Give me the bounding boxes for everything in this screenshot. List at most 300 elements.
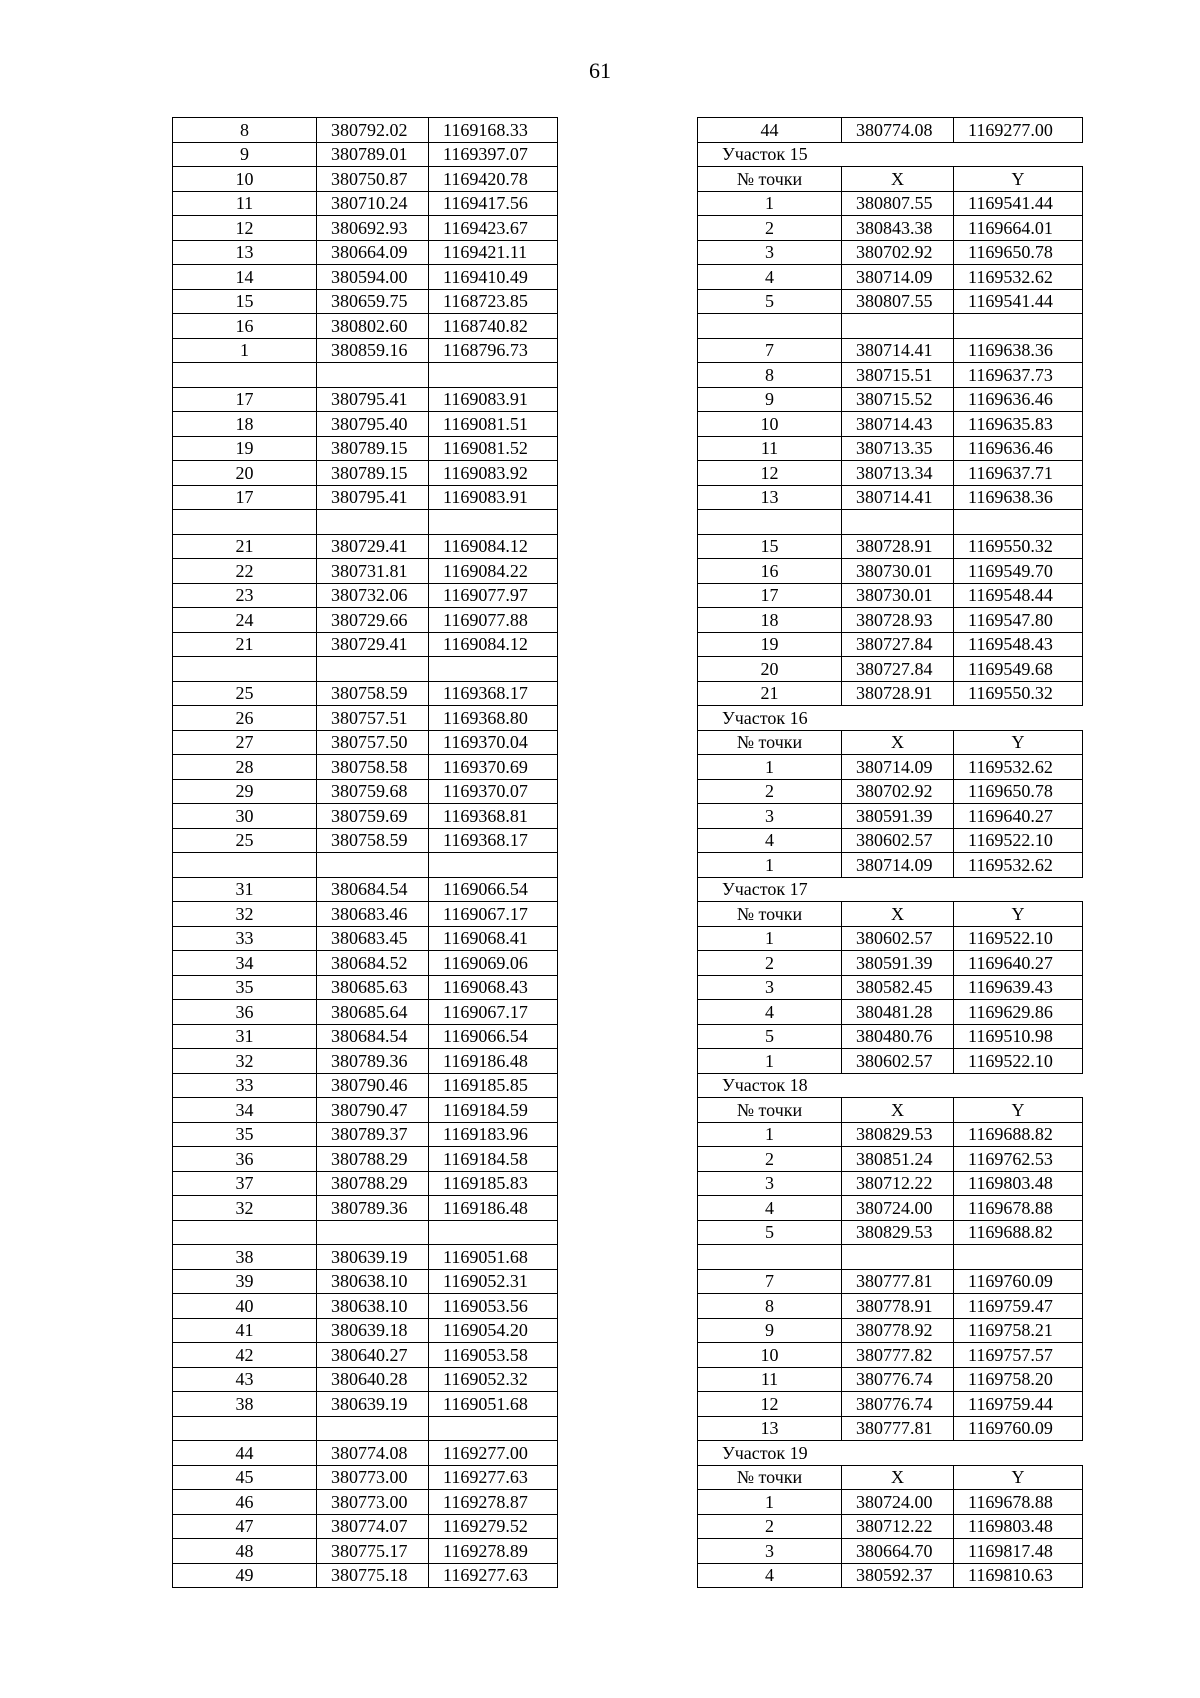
y-coordinate-cell: 1169758.21: [954, 1318, 1083, 1343]
point-number-cell: 22: [173, 559, 317, 584]
y-coordinate-cell: 1169637.71: [954, 461, 1083, 486]
y-coordinate-cell: 1169052.32: [429, 1367, 558, 1392]
point-number-cell: 36: [173, 1147, 317, 1172]
section-title: Участок 19: [698, 1441, 1083, 1466]
y-coordinate-cell: 1169278.89: [429, 1539, 558, 1564]
point-number-cell: 19: [173, 436, 317, 461]
x-coordinate-cell: [317, 657, 429, 682]
y-coordinate-cell: 1169053.56: [429, 1294, 558, 1319]
point-number-cell: 20: [173, 461, 317, 486]
point-number-cell: 45: [173, 1465, 317, 1490]
point-number-cell: 38: [173, 1245, 317, 1270]
x-coordinate-cell: 380788.29: [317, 1147, 429, 1172]
point-number-cell: 11: [173, 191, 317, 216]
table-row: [698, 118, 1083, 143]
y-coordinate-cell: 1169638.36: [954, 338, 1083, 363]
left-coordinates-table: [172, 117, 558, 1588]
x-coordinate-cell: 380795.40: [317, 412, 429, 437]
section-title-row: [698, 142, 1083, 167]
point-number-cell: 9: [698, 387, 842, 412]
x-coordinate-cell: 380789.15: [317, 436, 429, 461]
y-coordinate-cell: 1169678.88: [954, 1196, 1083, 1221]
table-row: [698, 191, 1083, 216]
x-coordinate-cell: 380777.82: [842, 1343, 954, 1368]
x-coordinate-cell: 380730.01: [842, 559, 954, 584]
x-coordinate-cell: 380715.51: [842, 363, 954, 388]
point-number-cell: 31: [173, 877, 317, 902]
point-number-cell: 17: [698, 583, 842, 608]
point-number-cell: 3: [698, 1171, 842, 1196]
table-row: [173, 608, 558, 633]
y-coordinate-cell: [954, 314, 1083, 339]
y-coordinate-cell: 1169278.87: [429, 1490, 558, 1515]
table-row: [173, 926, 558, 951]
point-number-cell: 16: [173, 314, 317, 339]
y-coordinate-cell: 1169067.17: [429, 902, 558, 927]
point-number-cell: 29: [173, 779, 317, 804]
table-row: [698, 387, 1083, 412]
x-coordinate-cell: 380728.91: [842, 681, 954, 706]
x-coordinate-cell: 380640.27: [317, 1343, 429, 1368]
y-coordinate-cell: 1168796.73: [429, 338, 558, 363]
y-coordinate-cell: 1169084.12: [429, 534, 558, 559]
point-number-cell: 21: [173, 632, 317, 657]
x-coordinate-cell: 380792.02: [317, 118, 429, 143]
y-coordinate-cell: 1169397.07: [429, 142, 558, 167]
y-coordinate-cell: 1169635.83: [954, 412, 1083, 437]
point-number-cell: [173, 1220, 317, 1245]
x-coordinate-cell: 380790.46: [317, 1073, 429, 1098]
point-number-cell: [698, 510, 842, 535]
point-number-cell: 2: [698, 216, 842, 241]
x-coordinate-cell: 380710.24: [317, 191, 429, 216]
table-row: [173, 583, 558, 608]
x-coordinate-cell: 380685.63: [317, 975, 429, 1000]
point-number-cell: [173, 853, 317, 878]
point-number-cell: 13: [173, 240, 317, 265]
table-row: [698, 755, 1083, 780]
y-coordinate-cell: 1169051.68: [429, 1245, 558, 1270]
point-number-cell: 30: [173, 804, 317, 829]
table-row: [173, 1000, 558, 1025]
y-coordinate-cell: [429, 510, 558, 535]
table-row: [173, 1416, 558, 1441]
y-coordinate-cell: 1169548.43: [954, 632, 1083, 657]
y-coordinate-cell: 1169066.54: [429, 877, 558, 902]
table-row: [698, 1539, 1083, 1564]
point-number-cell: 39: [173, 1269, 317, 1294]
y-coordinate-cell: 1169279.52: [429, 1514, 558, 1539]
point-number-cell: 33: [173, 926, 317, 951]
table-row: [698, 1490, 1083, 1515]
y-coordinate-cell: [954, 510, 1083, 535]
table-row: [173, 118, 558, 143]
table-row: [698, 265, 1083, 290]
x-header: X: [842, 167, 954, 192]
x-coordinate-cell: 380481.28: [842, 1000, 954, 1025]
section-title-row: [698, 706, 1083, 731]
table-row: [173, 240, 558, 265]
table-row: [173, 216, 558, 241]
x-coordinate-cell: 380732.06: [317, 583, 429, 608]
x-coordinate-cell: 380795.41: [317, 485, 429, 510]
table-row: [698, 1269, 1083, 1294]
y-coordinate-cell: 1169759.44: [954, 1392, 1083, 1417]
y-coordinate-cell: 1169757.57: [954, 1343, 1083, 1368]
right-coordinates-column: [697, 117, 1083, 1588]
table-row: [698, 853, 1083, 878]
point-number-cell: 8: [173, 118, 317, 143]
table-row: [698, 436, 1083, 461]
x-coordinate-cell: 380727.84: [842, 657, 954, 682]
x-coordinate-cell: 380640.28: [317, 1367, 429, 1392]
x-coordinate-cell: 380774.08: [317, 1441, 429, 1466]
y-coordinate-cell: 1169664.01: [954, 216, 1083, 241]
y-coordinate-cell: 1169370.07: [429, 779, 558, 804]
y-coordinate-cell: 1169549.68: [954, 657, 1083, 682]
table-row: [173, 1245, 558, 1270]
table-row: [698, 1367, 1083, 1392]
point-number-cell: 35: [173, 1122, 317, 1147]
y-coordinate-cell: 1169817.48: [954, 1539, 1083, 1564]
y-coordinate-cell: 1169368.80: [429, 706, 558, 731]
y-coordinate-cell: 1169522.10: [954, 1049, 1083, 1074]
table-row: [173, 1465, 558, 1490]
x-coordinate-cell: 380778.92: [842, 1318, 954, 1343]
section-title: Участок 15: [698, 142, 1083, 167]
section-title-row: [698, 1073, 1083, 1098]
table-row: [173, 387, 558, 412]
x-coordinate-cell: 380683.46: [317, 902, 429, 927]
x-coordinate-cell: 380727.84: [842, 632, 954, 657]
point-number-cell: 12: [698, 1392, 842, 1417]
y-coordinate-cell: 1169762.53: [954, 1147, 1083, 1172]
x-coordinate-cell: 380773.00: [317, 1490, 429, 1515]
x-coordinate-cell: 380775.18: [317, 1563, 429, 1588]
y-coordinate-cell: [429, 853, 558, 878]
point-number-cell: 25: [173, 681, 317, 706]
point-number-cell: 32: [173, 1049, 317, 1074]
y-header: Y: [954, 730, 1083, 755]
y-coordinate-cell: 1169541.44: [954, 191, 1083, 216]
point-number-cell: 2: [698, 779, 842, 804]
x-coordinate-cell: 380789.36: [317, 1049, 429, 1074]
point-number-cell: 4: [698, 1000, 842, 1025]
y-coordinate-cell: 1169370.04: [429, 730, 558, 755]
y-coordinate-cell: 1169084.22: [429, 559, 558, 584]
point-number-cell: 2: [698, 1514, 842, 1539]
table-row: [698, 1000, 1083, 1025]
y-coordinate-cell: 1169417.56: [429, 191, 558, 216]
table-header-row: [698, 1098, 1083, 1123]
table-row: [173, 632, 558, 657]
y-coordinate-cell: 1169522.10: [954, 926, 1083, 951]
table-row: [698, 289, 1083, 314]
x-coordinate-cell: 380730.01: [842, 583, 954, 608]
point-number-cell: 15: [698, 534, 842, 559]
point-number-cell: 17: [173, 387, 317, 412]
table-row: [698, 951, 1083, 976]
y-coordinate-cell: 1169638.36: [954, 485, 1083, 510]
table-row: [173, 1441, 558, 1466]
table-row: [173, 485, 558, 510]
x-coordinate-cell: 380714.09: [842, 265, 954, 290]
table-row: [698, 828, 1083, 853]
table-row: [173, 828, 558, 853]
point-number-cell: [173, 657, 317, 682]
table-row: [698, 1245, 1083, 1270]
y-coordinate-cell: 1169368.81: [429, 804, 558, 829]
table-row: [173, 804, 558, 829]
y-coordinate-cell: 1169532.62: [954, 853, 1083, 878]
table-row: [698, 657, 1083, 682]
y-coordinate-cell: 1169550.32: [954, 534, 1083, 559]
x-coordinate-cell: 380592.37: [842, 1563, 954, 1588]
table-row: [173, 1220, 558, 1245]
table-row: [698, 608, 1083, 633]
point-number-cell: 1: [173, 338, 317, 363]
point-number-cell: 3: [698, 240, 842, 265]
x-coordinate-cell: 380759.69: [317, 804, 429, 829]
table-row: [173, 1318, 558, 1343]
table-row: [173, 1049, 558, 1074]
table-row: [173, 1514, 558, 1539]
x-coordinate-cell: 380702.92: [842, 779, 954, 804]
y-coordinate-cell: 1169640.27: [954, 804, 1083, 829]
point-number-cell: 11: [698, 436, 842, 461]
point-number-cell: 3: [698, 975, 842, 1000]
point-number-cell: 15: [173, 289, 317, 314]
x-coordinate-cell: 380714.09: [842, 853, 954, 878]
y-coordinate-cell: 1169051.68: [429, 1392, 558, 1417]
y-coordinate-cell: 1169183.96: [429, 1122, 558, 1147]
point-number-cell: 48: [173, 1539, 317, 1564]
table-row: [173, 436, 558, 461]
y-coordinate-cell: [429, 363, 558, 388]
table-row: [173, 363, 558, 388]
x-coordinate-cell: [842, 510, 954, 535]
x-coordinate-cell: [317, 1220, 429, 1245]
y-coordinate-cell: 1169277.00: [429, 1441, 558, 1466]
point-number-cell: 4: [698, 265, 842, 290]
table-row: [173, 779, 558, 804]
x-coordinate-cell: 380829.53: [842, 1122, 954, 1147]
x-coordinate-cell: 380713.34: [842, 461, 954, 486]
point-number-cell: 38: [173, 1392, 317, 1417]
y-coordinate-cell: 1169650.78: [954, 779, 1083, 804]
table-row: [698, 1294, 1083, 1319]
x-coordinate-cell: 380664.70: [842, 1539, 954, 1564]
table-row: [173, 559, 558, 584]
y-coordinate-cell: 1169186.48: [429, 1196, 558, 1221]
point-number-cell: 9: [698, 1318, 842, 1343]
table-row: [173, 142, 558, 167]
table-row: [698, 1122, 1083, 1147]
y-coordinate-cell: 1168723.85: [429, 289, 558, 314]
x-header: X: [842, 730, 954, 755]
point-number-cell: 17: [173, 485, 317, 510]
table-row: [698, 632, 1083, 657]
table-row: [698, 240, 1083, 265]
table-row: [698, 779, 1083, 804]
point-number-cell: 26: [173, 706, 317, 731]
table-row: [698, 1196, 1083, 1221]
y-coordinate-cell: 1169277.63: [429, 1465, 558, 1490]
y-coordinate-cell: 1169760.09: [954, 1416, 1083, 1441]
point-number-cell: 32: [173, 1196, 317, 1221]
point-number-cell: 5: [698, 1024, 842, 1049]
y-coordinate-cell: 1169068.41: [429, 926, 558, 951]
y-header: Y: [954, 167, 1083, 192]
table-header-row: [698, 730, 1083, 755]
point-number-cell: 2: [698, 1147, 842, 1172]
y-coordinate-cell: 1169068.43: [429, 975, 558, 1000]
point-number-cell: 33: [173, 1073, 317, 1098]
y-coordinate-cell: 1169277.63: [429, 1563, 558, 1588]
point-number-header: № точки: [698, 167, 842, 192]
table-row: [173, 167, 558, 192]
x-coordinate-cell: 380774.08: [842, 118, 954, 143]
y-coordinate-cell: [429, 657, 558, 682]
x-coordinate-cell: [317, 853, 429, 878]
x-coordinate-cell: 380714.43: [842, 412, 954, 437]
point-number-cell: 8: [698, 1294, 842, 1319]
y-coordinate-cell: 1169650.78: [954, 240, 1083, 265]
point-number-cell: 27: [173, 730, 317, 755]
y-coordinate-cell: [429, 1416, 558, 1441]
x-coordinate-cell: 380729.66: [317, 608, 429, 633]
table-row: [698, 804, 1083, 829]
x-coordinate-cell: 380774.07: [317, 1514, 429, 1539]
table-row: [173, 1147, 558, 1172]
x-coordinate-cell: 380591.39: [842, 804, 954, 829]
y-coordinate-cell: 1168740.82: [429, 314, 558, 339]
x-coordinate-cell: 380692.93: [317, 216, 429, 241]
x-coordinate-cell: 380851.24: [842, 1147, 954, 1172]
y-coordinate-cell: 1169067.17: [429, 1000, 558, 1025]
y-coordinate-cell: 1169760.09: [954, 1269, 1083, 1294]
point-number-cell: 31: [173, 1024, 317, 1049]
table-header-row: [698, 1465, 1083, 1490]
point-number-header: № точки: [698, 1465, 842, 1490]
x-coordinate-cell: 380715.52: [842, 387, 954, 412]
x-coordinate-cell: 380683.45: [317, 926, 429, 951]
y-coordinate-cell: 1169803.48: [954, 1171, 1083, 1196]
x-coordinate-cell: 380731.81: [317, 559, 429, 584]
point-number-cell: 3: [698, 1539, 842, 1564]
point-number-header: № точки: [698, 1098, 842, 1123]
point-number-cell: 1: [698, 755, 842, 780]
y-coordinate-cell: 1169368.17: [429, 828, 558, 853]
x-coordinate-cell: 380776.74: [842, 1367, 954, 1392]
table-row: [173, 265, 558, 290]
y-coordinate-cell: 1169168.33: [429, 118, 558, 143]
x-header: X: [842, 902, 954, 927]
table-row: [698, 681, 1083, 706]
point-number-cell: 2: [698, 951, 842, 976]
table-row: [698, 1220, 1083, 1245]
x-coordinate-cell: 380714.41: [842, 485, 954, 510]
y-coordinate-cell: 1169678.88: [954, 1490, 1083, 1515]
x-coordinate-cell: 380775.17: [317, 1539, 429, 1564]
x-coordinate-cell: 380776.74: [842, 1392, 954, 1417]
table-row: [698, 1024, 1083, 1049]
y-coordinate-cell: 1169054.20: [429, 1318, 558, 1343]
point-number-cell: 1: [698, 1122, 842, 1147]
table-row: [173, 289, 558, 314]
table-row: [698, 510, 1083, 535]
y-coordinate-cell: 1169184.58: [429, 1147, 558, 1172]
table-row: [698, 338, 1083, 363]
y-coordinate-cell: 1169510.98: [954, 1024, 1083, 1049]
point-number-cell: 19: [698, 632, 842, 657]
y-coordinate-cell: 1169421.11: [429, 240, 558, 265]
y-coordinate-cell: 1169083.91: [429, 485, 558, 510]
point-number-cell: 32: [173, 902, 317, 927]
x-coordinate-cell: 380729.41: [317, 632, 429, 657]
x-coordinate-cell: 380714.09: [842, 755, 954, 780]
table-row: [698, 1049, 1083, 1074]
point-number-cell: 7: [698, 1269, 842, 1294]
table-row: [698, 1416, 1083, 1441]
point-number-cell: 9: [173, 142, 317, 167]
point-number-cell: 3: [698, 804, 842, 829]
point-number-cell: [173, 1416, 317, 1441]
y-coordinate-cell: 1169081.52: [429, 436, 558, 461]
x-coordinate-cell: 380724.00: [842, 1196, 954, 1221]
x-coordinate-cell: 380713.35: [842, 436, 954, 461]
point-number-cell: 13: [698, 485, 842, 510]
y-coordinate-cell: 1169810.63: [954, 1563, 1083, 1588]
point-number-cell: 21: [698, 681, 842, 706]
table-row: [173, 1073, 558, 1098]
point-number-cell: 12: [698, 461, 842, 486]
table-row: [173, 902, 558, 927]
table-row: [698, 314, 1083, 339]
point-number-header: № точки: [698, 902, 842, 927]
x-coordinate-cell: 380777.81: [842, 1269, 954, 1294]
table-row: [698, 461, 1083, 486]
y-coordinate-cell: 1169639.43: [954, 975, 1083, 1000]
y-coordinate-cell: 1169066.54: [429, 1024, 558, 1049]
table-row: [173, 853, 558, 878]
y-coordinate-cell: 1169077.88: [429, 608, 558, 633]
page-number: 61: [589, 58, 611, 83]
table-row: [173, 975, 558, 1000]
y-coordinate-cell: 1169184.59: [429, 1098, 558, 1123]
table-row: [173, 510, 558, 535]
point-number-cell: 11: [698, 1367, 842, 1392]
y-coordinate-cell: 1169522.10: [954, 828, 1083, 853]
x-coordinate-cell: 380795.41: [317, 387, 429, 412]
point-number-cell: 10: [698, 1343, 842, 1368]
table-row: [698, 1392, 1083, 1417]
table-header-row: [698, 902, 1083, 927]
x-coordinate-cell: 380638.10: [317, 1269, 429, 1294]
point-number-cell: 16: [698, 559, 842, 584]
y-coordinate-cell: 1169069.06: [429, 951, 558, 976]
table-row: [173, 1367, 558, 1392]
x-coordinate-cell: 380843.38: [842, 216, 954, 241]
left-coordinates-column: [172, 117, 558, 1588]
section-title: Участок 17: [698, 877, 1083, 902]
y-coordinate-cell: 1169547.80: [954, 608, 1083, 633]
point-number-cell: 43: [173, 1367, 317, 1392]
table-row: [173, 730, 558, 755]
point-number-cell: 41: [173, 1318, 317, 1343]
x-coordinate-cell: 380639.18: [317, 1318, 429, 1343]
table-row: [173, 1024, 558, 1049]
